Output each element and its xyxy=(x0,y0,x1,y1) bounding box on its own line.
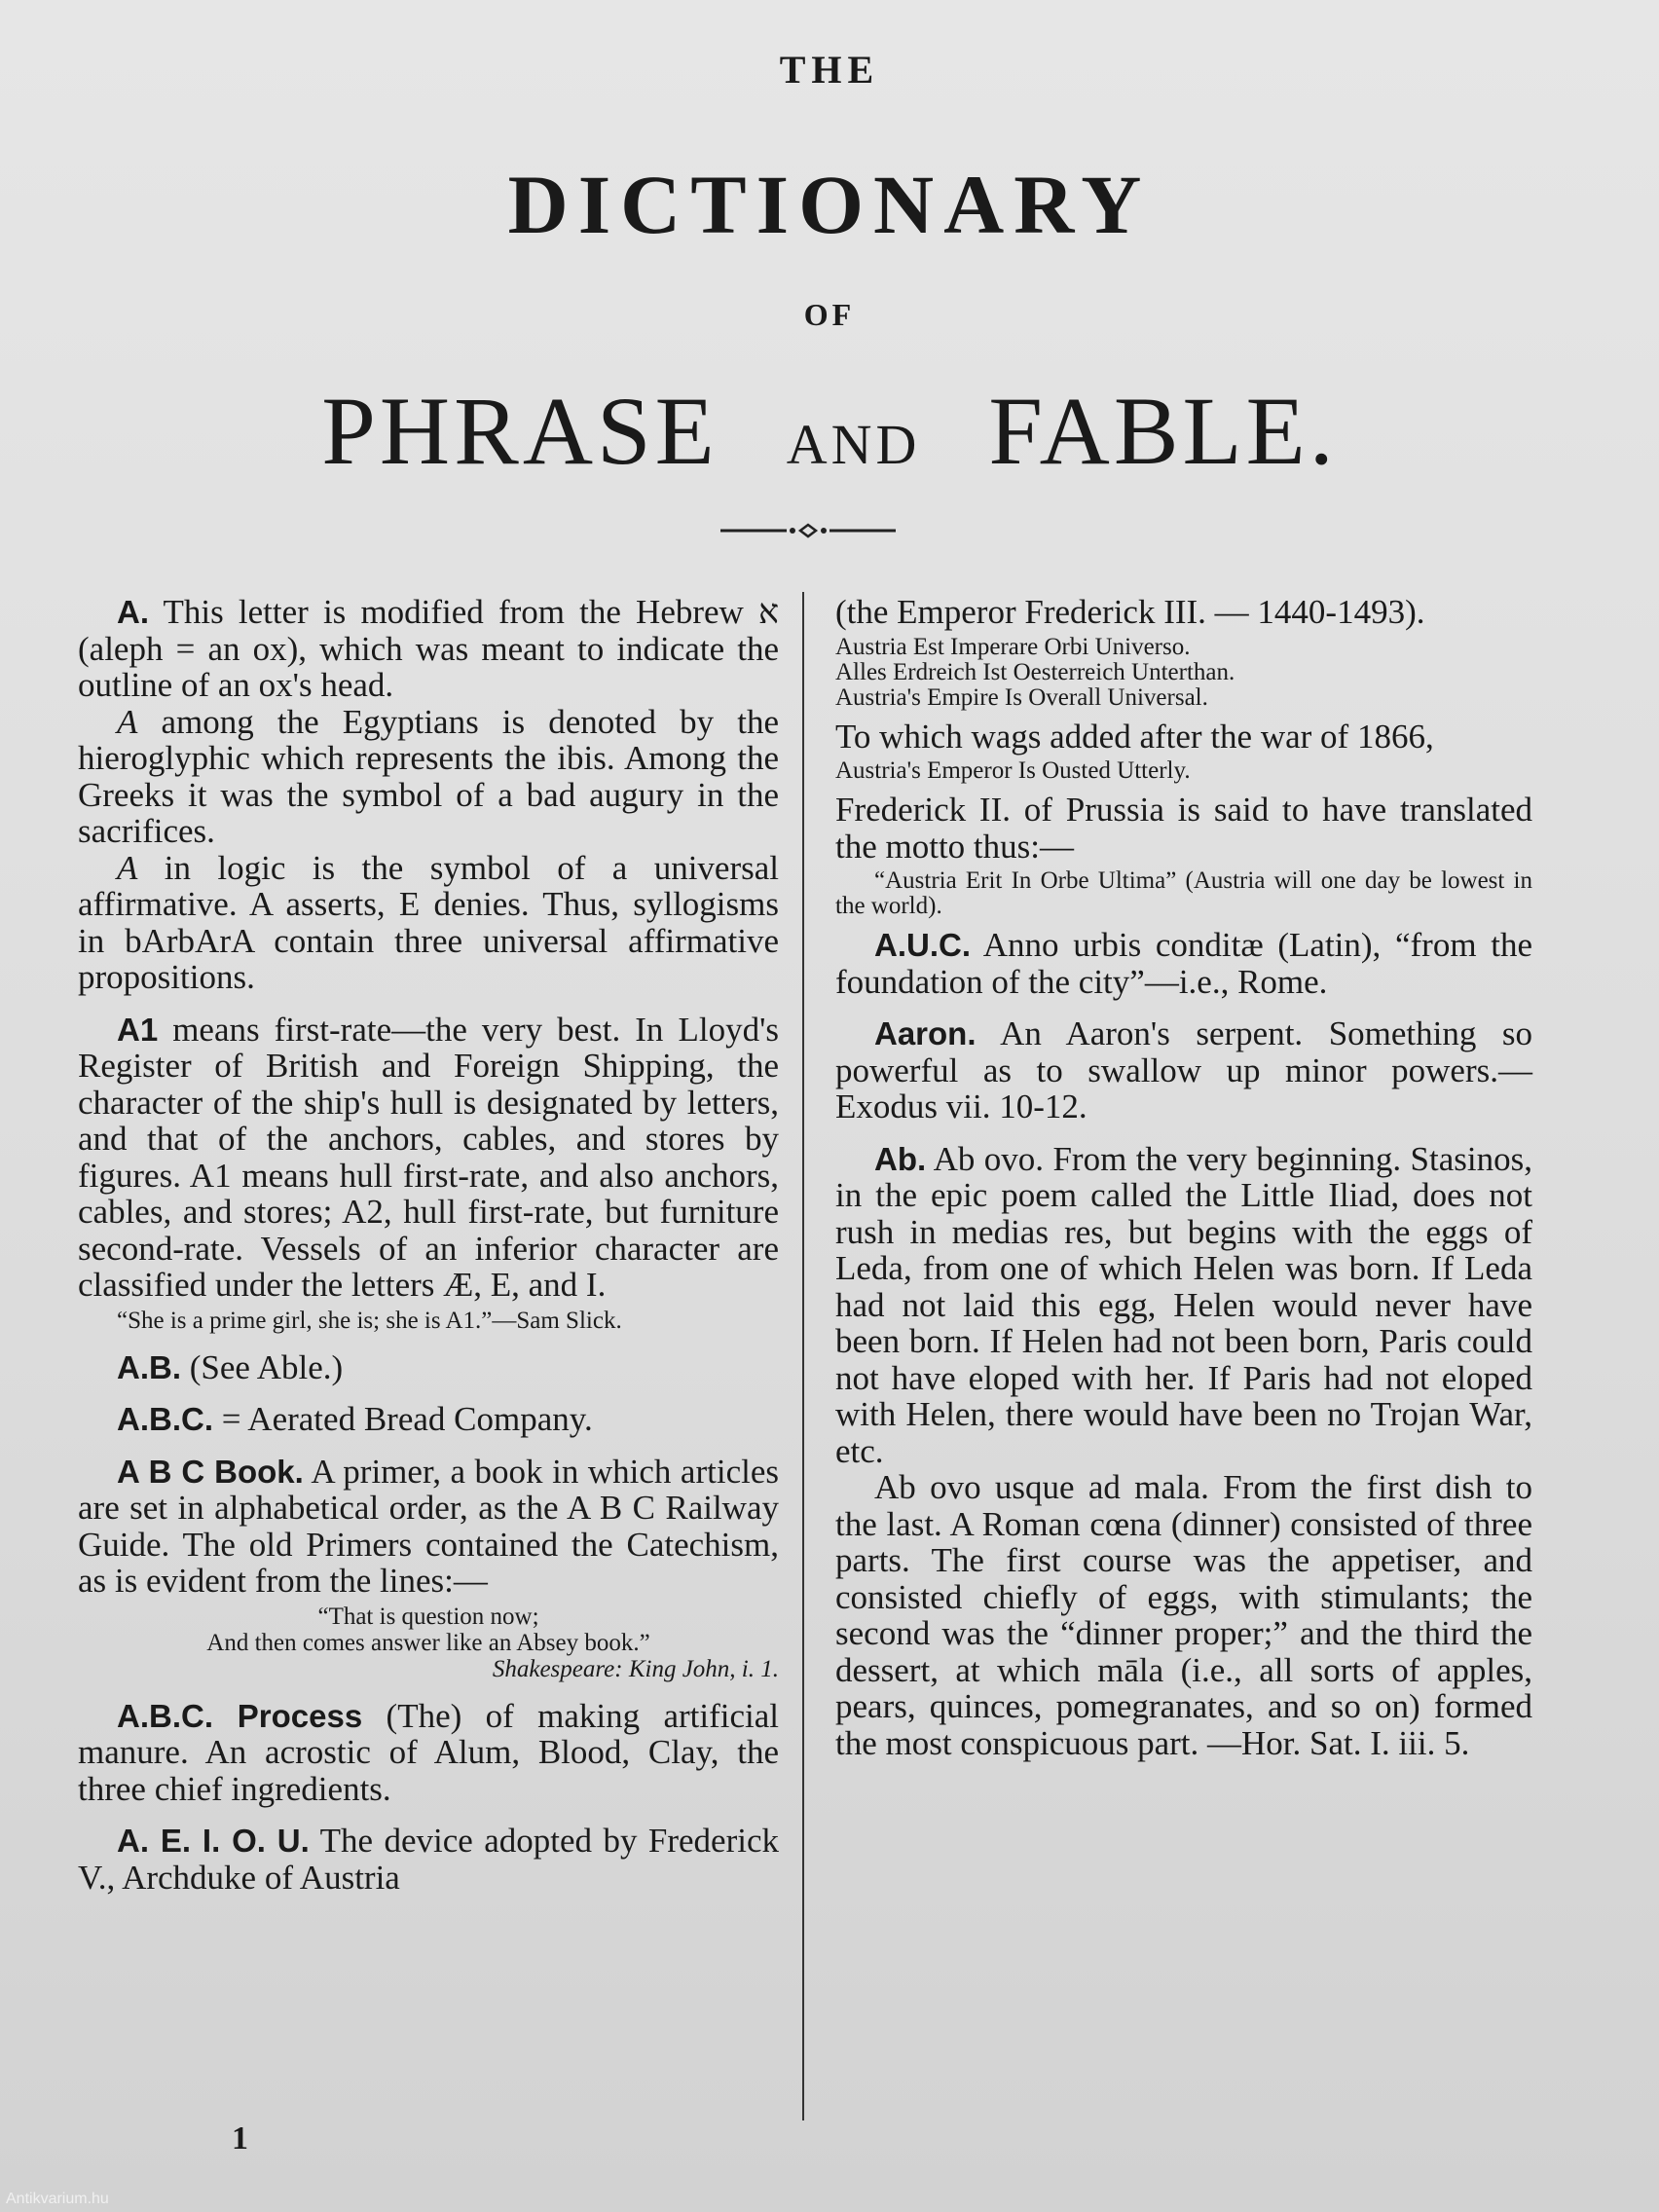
entry-ab xyxy=(78,1349,779,1386)
entry-ab-ovo xyxy=(835,1141,1532,1762)
headword-aaron: Aaron. xyxy=(874,1015,977,1051)
headword-ab: A.B. xyxy=(117,1348,181,1385)
page-number: 1 xyxy=(232,2120,248,2157)
entry-auc xyxy=(835,927,1532,1000)
entry-a-text: This letter is modified from the Hebrew א (aleph = an ox), which was meant to indicate the outline of an ox's head. xyxy=(78,593,779,704)
entry-a-text2: among the Egyptians is denoted by the hieroglyphic which represents the ibis. Among the Greeks it was the symbol of a bad augury in the sacrifices. xyxy=(78,702,779,850)
motto-1: Austria Est Imperare Orbi Universo. xyxy=(835,633,1191,660)
title-phrase: PHRASE xyxy=(321,377,719,485)
entry-ab-text: (See Able.) xyxy=(181,1347,344,1386)
title-phrase-and-fable xyxy=(0,375,1659,487)
frederick-text: Frederick II. of Prussia is said to have translated the motto thus:— xyxy=(835,791,1532,866)
column-divider xyxy=(802,592,804,2120)
entry-a-em2: A xyxy=(117,702,138,741)
headword-a: A. xyxy=(117,594,149,630)
motto-2: Alles Erdreich Ist Oesterreich Unterthan. xyxy=(835,658,1235,685)
entry-abc-process-text: (The) of making artificial manure. An acrostic of Alum, Blood, Clay, the three chief ingredients. xyxy=(78,1696,780,1808)
headword-abc-book: A B C Book. xyxy=(117,1453,304,1490)
headword-a1: A1 xyxy=(117,1011,159,1048)
entry-a1-quote: “She is a prime girl, she is; she is A1.”—Sam Slick. xyxy=(117,1307,622,1334)
entry-aeiou xyxy=(78,1823,779,1896)
entry-a1-text: means first-rate—the very best. In Lloyd's Register of British and Foreign Shipping, the character of the ship's hull is designated by letters, and that of the anchors, cables, and stores by figures. A1 means hull first-rate, and also anchors, cables, and stores; A2, hull first-rate, but furniture second-rate. Vessels of an inferior character are classified under the letters Æ, E, and I. xyxy=(78,1010,779,1304)
entry-abc-process xyxy=(78,1698,779,1808)
entry-aaron-text: An Aaron's serpent. Something so powerful as to swallow up minor powers.—Exodus vii. 10-12. xyxy=(835,1014,1532,1125)
quote-line-1: “That is question now; xyxy=(317,1603,539,1630)
entry-auc-text: Anno urbis conditæ (Latin), “from the foundation of the city”—i.e., Rome. xyxy=(835,926,1532,1001)
headword-abc-process: A.B.C. Process xyxy=(117,1697,363,1734)
headword-abc: A.B.C. xyxy=(117,1401,213,1437)
quote-line-2: And then comes answer like an Absey book.” xyxy=(206,1629,650,1656)
headword-aeiou: A. E. I. O. U. xyxy=(117,1823,310,1859)
entry-abc xyxy=(78,1401,779,1438)
watermark: Antikvarium.hu xyxy=(6,2191,109,2207)
quote-citation: Shakespeare: King John, i. 1. xyxy=(492,1655,779,1682)
left-column xyxy=(78,594,779,1911)
entry-ab-ovo-text: Ab ovo. From the very beginning. Stasinos, in the epic poem called the Little Iliad, does not rush in medias res, but begins with the eggs of Leda, from one of which Helen was born. If Leda had not laid this egg, Helen would never have been born. If Helen had not been born, Paris could not have eloped with her. If Paris had not eloped with Helen, there would have been no Trojan War, etc. xyxy=(835,1139,1532,1470)
entry-abc-book-text: A primer, a book in which articles are set in alphabetical order, as the A B C Railway Guide. The old Primers contained the Catechism, as is evident from the lines:— xyxy=(78,1452,779,1600)
title-dictionary: DICTIONARY xyxy=(507,158,1152,251)
entry-a xyxy=(78,594,779,996)
headword-ab-ovo: Ab. xyxy=(874,1140,927,1177)
right-column xyxy=(835,594,1532,1777)
title-ornament-icon xyxy=(720,521,896,540)
motto-3: Austria's Empire Is Overall Universal. xyxy=(835,683,1208,711)
entry-a-em3: A xyxy=(117,848,138,887)
entry-a-text3: in logic is the symbol of a universal affirmative. A asserts, E denies. Thus, syllogisms in bArbArA contain three universal affirmative propositions. xyxy=(78,848,779,996)
entry-abc-text: = Aerated Bread Company. xyxy=(213,1400,593,1438)
headword-auc: A.U.C. xyxy=(874,927,971,963)
motto-4: Austria's Emperor Is Ousted Utterly. xyxy=(835,757,1191,784)
wags-text: To which wags added after the war of 1866, xyxy=(835,717,1434,756)
entry-ab-ovo-mala: Ab ovo usque ad mala. From the first dish to the last. A Roman cœna (dinner) consisted of three parts. The first course was the appetiser, and consisted chiefly of eggs, with stimulants; the second was the “dinner proper;” and the third the dessert, at which māla (i.e., all sorts of apples, pears, quinces, pomegranates, and so on) formed the most conspicuous part. —Hor. Sat. I. iii. 5. xyxy=(835,1468,1532,1762)
entry-a1 xyxy=(78,1012,779,1334)
entry-aeiou-text: The device adopted by Frederick V., Archduke of Austria xyxy=(78,1822,780,1897)
title-fable: FABLE. xyxy=(988,377,1338,485)
title-the: THE xyxy=(779,48,880,92)
title-of: OF xyxy=(803,297,856,332)
entry-aaron xyxy=(835,1015,1532,1125)
entry-abc-book xyxy=(78,1454,779,1682)
motto-5: “Austria Erit In Orbe Ultima” (Austria will one day be lowest in the world). xyxy=(835,867,1532,919)
title-and: AND xyxy=(786,413,921,476)
continuation-text: (the Emperor Frederick III. — 1440-1493). xyxy=(835,593,1425,631)
